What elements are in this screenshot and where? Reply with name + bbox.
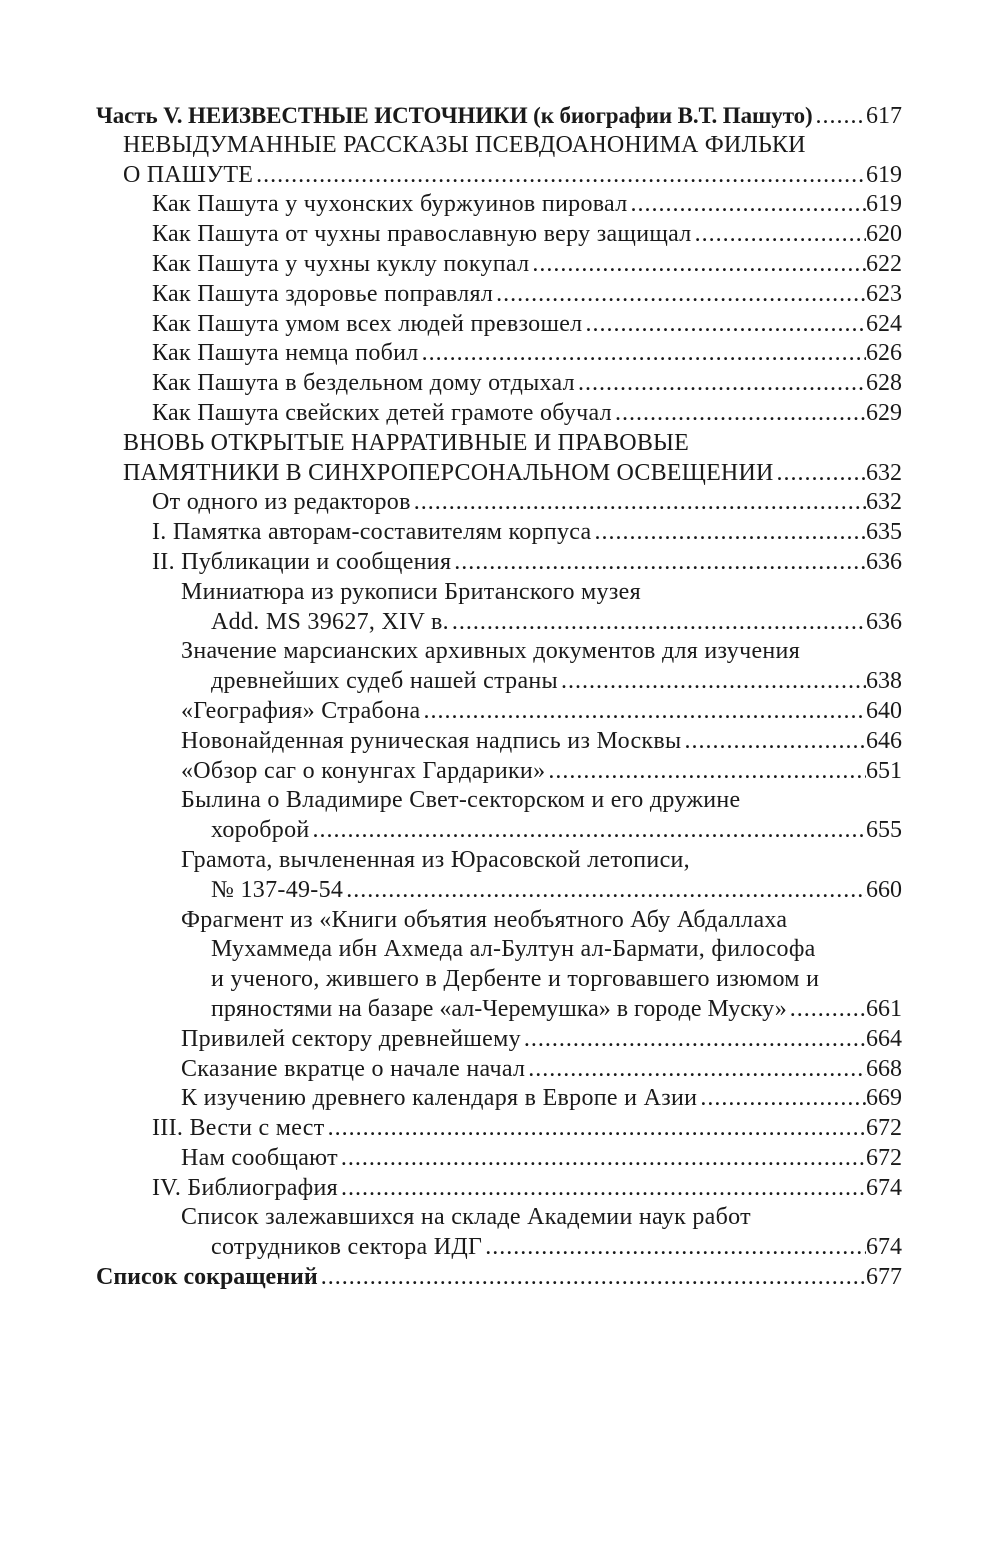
toc-martian-line2: древнейших судеб нашей страны [211, 668, 558, 695]
toc-sagas-row [0, 757, 1000, 787]
toc-bibliography-page: 674 [866, 1174, 902, 1201]
leader-dots [813, 102, 866, 132]
toc-story-row [0, 310, 1000, 340]
toc-privilege-page: 664 [866, 1025, 902, 1052]
toc-gramota-entry[interactable] [211, 876, 902, 906]
toc-story-entry[interactable] [152, 190, 902, 220]
leader-dots [582, 310, 866, 340]
toc-bylina-line2: хороброй [211, 817, 310, 844]
toc-news-entry[interactable] [152, 1114, 902, 1144]
leader-dots [451, 548, 866, 578]
leader-dots [697, 1084, 866, 1114]
toc-memo-entry[interactable] [152, 518, 902, 548]
toc-bib-list-line1: Список залежавшихся на складе Академии наук работ [181, 1204, 751, 1231]
toc-report-page: 672 [866, 1144, 902, 1171]
toc-story-row [0, 250, 1000, 280]
toc-story-title: Как Пашута умом всех людей превзошел [152, 310, 583, 337]
toc-bylina-entry[interactable] [211, 816, 902, 846]
toc-fragment-line4: пряностями на базаре «ал-Черемушка» в городе Муску» [211, 995, 787, 1022]
toc-publications-page: 636 [866, 548, 902, 575]
toc-filka-title-row2 [0, 161, 1000, 191]
toc-story-page: 622 [866, 250, 902, 277]
toc-story-page: 619 [866, 191, 902, 218]
toc-memo-page: 635 [866, 519, 902, 546]
toc-story-title: Как Пашута у чухны куклу покупал [152, 250, 530, 277]
toc-story-row [0, 339, 1000, 369]
toc-martian-row [0, 637, 1000, 667]
toc-privilege-entry[interactable] [181, 1025, 902, 1055]
toc-martian-line1: Значение марсианских архивных документов для изучения [181, 638, 801, 665]
toc-legend-row [0, 1055, 1000, 1085]
toc-story-row [0, 190, 1000, 220]
toc-memo-row [0, 518, 1000, 548]
toc-story-entry[interactable] [152, 399, 902, 429]
toc-runic-entry[interactable] [181, 727, 902, 757]
leader-dots [529, 250, 866, 280]
toc-editor-entry[interactable] [152, 488, 902, 518]
toc-sagas-page: 651 [866, 757, 902, 784]
toc-bib-list-page: 674 [866, 1234, 902, 1261]
toc-miniature-row2 [0, 608, 1000, 638]
toc-monuments-title-row2 [0, 459, 1000, 489]
toc-story-page: 628 [866, 370, 902, 397]
leader-dots [325, 1114, 866, 1144]
toc-abbreviations-page: 677 [866, 1264, 902, 1291]
toc-fragment-page: 661 [866, 995, 902, 1022]
leader-dots [338, 1144, 866, 1174]
toc-strabo-page: 640 [866, 697, 902, 724]
toc-calendar-title: К изучению древнего календаря в Европе и Азии [181, 1085, 698, 1112]
toc-fragment-entry[interactable] [211, 995, 902, 1025]
toc-story-entry[interactable] [152, 280, 902, 310]
leader-dots [493, 280, 866, 310]
toc-filka-title-line2: О ПАШУТЕ [123, 161, 254, 188]
toc-publications-title: II. Публикации и сообщения [152, 548, 452, 575]
toc-story-page: 624 [866, 310, 902, 337]
leader-dots [318, 1263, 866, 1293]
toc-story-title: Как Пашута в бездельном дому отдыхал [152, 370, 575, 397]
leader-dots [343, 876, 866, 906]
toc-gramota-line2: № 137-49-54 [211, 876, 344, 903]
toc-strabo-row [0, 697, 1000, 727]
toc-bylina-page: 655 [866, 817, 902, 844]
toc-report-row [0, 1144, 1000, 1174]
toc-story-page: 620 [866, 221, 902, 248]
toc-legend-entry[interactable] [181, 1055, 902, 1085]
toc-miniature-entry[interactable] [211, 608, 902, 638]
toc-monuments-page: 632 [866, 459, 902, 486]
toc-miniature-line1: Миниатюра из рукописи Британского музея [181, 578, 641, 605]
toc-bibliography-title: IV. Библиография [152, 1174, 339, 1201]
toc-legend-title: Сказание вкратце о начале начал [181, 1055, 526, 1082]
toc-fragment-line1: Фрагмент из «Книги объятия необъятного Абу Абдаллаха [181, 906, 788, 933]
toc-bylina-row [0, 786, 1000, 816]
toc-bylina-row2 [0, 816, 1000, 846]
leader-dots [681, 727, 866, 757]
toc-report-entry[interactable] [181, 1144, 902, 1174]
toc-monuments-title-row [0, 429, 1000, 459]
toc-bylina-line1: Былина о Владимире Свет-секторском и его дружине [181, 787, 741, 814]
toc-strabo-title: «География» Страбона [181, 697, 421, 724]
toc-privilege-title: Привилей сектору древнейшему [181, 1025, 521, 1052]
leader-dots [419, 339, 866, 369]
table-of-contents [0, 101, 1000, 1293]
toc-publications-row [0, 548, 1000, 578]
toc-story-row [0, 399, 1000, 429]
toc-story-row [0, 369, 1000, 399]
toc-part5-page: 617 [866, 103, 902, 129]
toc-story-page: 626 [866, 340, 902, 367]
toc-editor-title: От одного из редакторов [152, 489, 411, 516]
toc-story-page: 629 [866, 399, 902, 426]
toc-sagas-title: «Обзор саг о конунгах Гардарики» [181, 757, 546, 784]
toc-strabo-entry[interactable] [181, 697, 902, 727]
toc-story-entry[interactable] [152, 220, 902, 250]
leader-dots [420, 697, 866, 727]
toc-abbreviations-title: Список сокращений [96, 1264, 318, 1291]
toc-story-title: Как Пашута от чухны православную веру защищал [152, 221, 692, 248]
toc-part5-entry[interactable] [96, 101, 902, 132]
toc-privilege-row [0, 1025, 1000, 1055]
leader-dots [787, 995, 866, 1025]
toc-bibliography-entry[interactable] [152, 1174, 902, 1204]
leader-dots [521, 1025, 866, 1055]
toc-story-row [0, 220, 1000, 250]
toc-report-title: Нам сообщают [181, 1144, 338, 1171]
leader-dots [628, 190, 867, 220]
toc-story-title: Как Пашута немца побил [152, 340, 419, 367]
leader-dots [338, 1174, 866, 1204]
toc-legend-page: 668 [866, 1055, 902, 1082]
toc-calendar-entry[interactable] [181, 1084, 902, 1114]
toc-story-title: Как Пашута у чухонских буржуинов пировал [152, 191, 628, 218]
toc-filka-title-line1: НЕВЫДУМАННЫЕ РАССКАЗЫ ПСЕВДОАНОНИМА ФИЛЬКИ [123, 131, 806, 158]
toc-miniature-page: 636 [866, 608, 902, 635]
toc-news-row [0, 1114, 1000, 1144]
toc-gramota-row [0, 846, 1000, 876]
toc-fragment-row3 [0, 965, 1000, 995]
toc-story-entry[interactable] [152, 310, 902, 340]
toc-fragment-row2 [0, 935, 1000, 965]
leader-dots [591, 518, 866, 548]
toc-fragment-row [0, 906, 1000, 936]
leader-dots [558, 667, 866, 697]
leader-dots [692, 220, 866, 250]
toc-part5-row [0, 101, 1000, 131]
toc-gramota-row2 [0, 876, 1000, 906]
toc-memo-title: I. Памятка авторам-составителям корпуса [152, 519, 592, 546]
toc-story-entry[interactable] [152, 369, 902, 399]
leader-dots [411, 488, 866, 518]
toc-martian-entry[interactable] [211, 667, 902, 697]
toc-bib-list-row [0, 1203, 1000, 1233]
toc-news-title: III. Вести с мест [152, 1115, 325, 1142]
toc-part5-title: Часть V. НЕИЗВЕСТНЫЕ ИСТОЧНИКИ (к биографии В.Т. Пашуто) [96, 103, 813, 128]
toc-sagas-entry[interactable] [181, 757, 902, 787]
toc-fragment-line2: Мухаммеда ибн Ахмеда ал-Бултун ал-Бармати, философа [211, 936, 816, 963]
toc-fragment-row4 [0, 995, 1000, 1025]
toc-miniature-row [0, 578, 1000, 608]
leader-dots [253, 161, 866, 191]
toc-runic-row [0, 727, 1000, 757]
toc-martian-row2 [0, 667, 1000, 697]
toc-gramota-page: 660 [866, 876, 902, 903]
toc-abbreviations-entry[interactable] [96, 1263, 902, 1293]
toc-calendar-page: 669 [866, 1085, 902, 1112]
toc-monuments-title-line2: ПАМЯТНИКИ В СИНХРОПЕРСОНАЛЬНОМ ОСВЕЩЕНИИ [123, 459, 774, 486]
toc-editor-row [0, 488, 1000, 518]
toc-runic-title: Новонайденная руническая надпись из Москвы [181, 727, 682, 754]
toc-story-entry[interactable] [152, 339, 902, 369]
toc-filka-entry[interactable] [123, 161, 902, 191]
leader-dots [774, 459, 866, 489]
toc-story-title: Как Пашута свейских детей грамоте обучал [152, 399, 612, 426]
toc-fragment-line3: и ученого, жившего в Дербенте и торговавшего изюмом и [211, 966, 820, 993]
toc-calendar-row [0, 1084, 1000, 1114]
leader-dots [525, 1055, 866, 1085]
leader-dots [575, 369, 866, 399]
toc-martian-page: 638 [866, 668, 902, 695]
leader-dots [482, 1233, 866, 1263]
toc-monuments-entry[interactable] [123, 459, 902, 489]
toc-story-page: 623 [866, 280, 902, 307]
toc-bib-list-entry[interactable] [211, 1233, 902, 1263]
toc-bib-list-line2: сотрудников сектора ИДГ [211, 1234, 483, 1261]
toc-filka-title-row [0, 131, 1000, 161]
toc-abbreviations-row [0, 1263, 1000, 1293]
toc-publications-entry[interactable] [152, 548, 902, 578]
leader-dots [310, 816, 866, 846]
toc-editor-page: 632 [866, 489, 902, 516]
toc-monuments-title-line1: ВНОВЬ ОТКРЫТЫЕ НАРРАТИВНЫЕ И ПРАВОВЫЕ [123, 429, 690, 456]
leader-dots [449, 608, 866, 638]
toc-bib-list-row2 [0, 1233, 1000, 1263]
leader-dots [545, 757, 866, 787]
toc-story-title: Как Пашута здоровье поправлял [152, 280, 494, 307]
toc-miniature-line2: Add. MS 39627, XIV в. [211, 608, 449, 635]
toc-filka-page: 619 [866, 161, 902, 188]
toc-runic-page: 646 [866, 727, 902, 754]
toc-story-entry[interactable] [152, 250, 902, 280]
toc-story-row [0, 280, 1000, 310]
toc-news-page: 672 [866, 1115, 902, 1142]
leader-dots [612, 399, 866, 429]
toc-gramota-line1: Грамота, вычлененная из Юрасовской летописи, [181, 846, 690, 873]
toc-bibliography-row [0, 1174, 1000, 1204]
